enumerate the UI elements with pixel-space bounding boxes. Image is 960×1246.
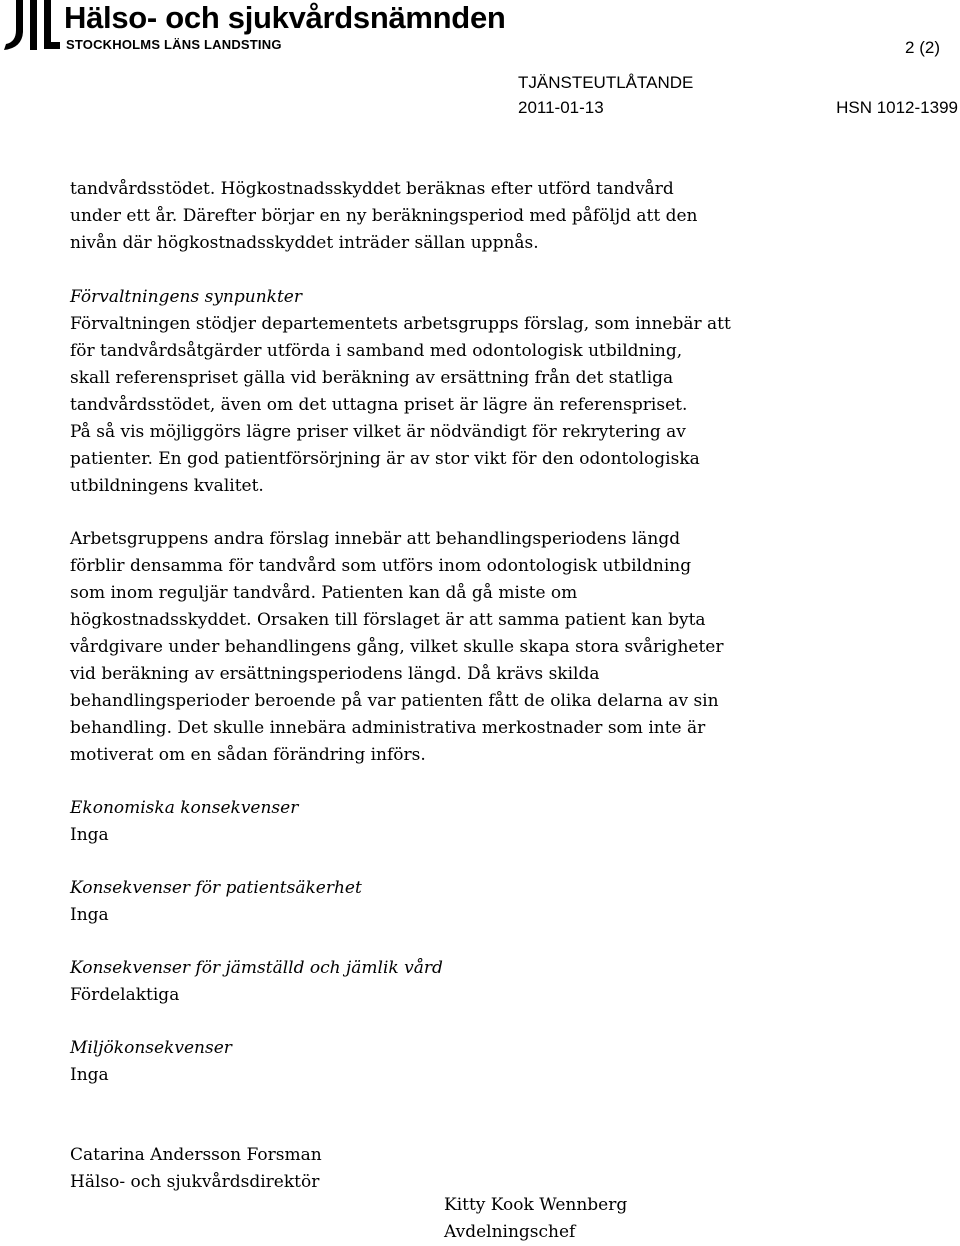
text-line: högkostnadsskyddet. Orsaken till förslaget är att samma patient kan byta xyxy=(70,610,706,630)
signature-title: Avdelningschef xyxy=(444,1222,576,1242)
text-line: motiverat om en sådan förändring införs. xyxy=(70,745,426,765)
text-line: behandlingsperioder beroende på var patienten fått de olika delarna av sin xyxy=(70,691,719,711)
signature-name: Kitty Kook Wennberg xyxy=(444,1195,628,1215)
paragraph-arbetsgrupp xyxy=(70,526,930,769)
signature-director xyxy=(70,1142,930,1196)
section-patientsakerhet xyxy=(70,875,930,929)
section-heading: Förvaltningens synpunkter xyxy=(70,287,302,307)
section-miljo xyxy=(70,1035,930,1089)
section-value: Inga xyxy=(70,905,109,925)
signature-department-head xyxy=(444,1192,627,1246)
text-line: förblir densamma för tandvård som utförs inom odontologisk utbildning xyxy=(70,556,692,576)
section-value: Inga xyxy=(70,1065,109,1085)
text-line: under ett år. Därefter börjar en ny beräkningsperiod med påföljd att den xyxy=(70,206,698,226)
text-line: tandvårdsstödet, även om det uttagna priset är lägre än referenspriset. xyxy=(70,395,688,415)
section-heading: Konsekvenser för patientsäkerhet xyxy=(70,878,362,898)
section-heading: Miljökonsekvenser xyxy=(70,1038,232,1058)
section-synpunkter xyxy=(70,284,930,500)
section-heading: Konsekvenser för jämställd och jämlik vård xyxy=(70,958,443,978)
text-line: som inom reguljär tandvård. Patienten kan då gå miste om xyxy=(70,583,578,603)
signature-name: Catarina Andersson Forsman xyxy=(70,1145,322,1165)
text-line: Arbetsgruppens andra förslag innebär att behandlingsperiodens längd xyxy=(70,529,681,549)
text-line: utbildningens kvalitet. xyxy=(70,476,264,496)
text-line: vårdgivare under behandlingens gång, vilket skulle skapa stora svårigheter xyxy=(70,637,724,657)
intro-paragraph xyxy=(70,176,930,257)
section-heading: Ekonomiska konsekvenser xyxy=(70,798,299,818)
section-jamstalld xyxy=(70,955,930,1009)
document-reference: HSN 1012-1399 xyxy=(836,98,958,117)
document-type: TJÄNSTEUTLÅTANDE xyxy=(518,73,694,92)
text-line: patienter. En god patientförsörjning är av stor vikt för den odontologiska xyxy=(70,449,700,469)
page-number: 2 (2) xyxy=(905,38,940,57)
section-value: Fördelaktiga xyxy=(70,985,180,1005)
signature-title: Hälso- och sjukvårdsdirektör xyxy=(70,1172,320,1192)
text-line: behandling. Det skulle innebära administrativa merkostnader som inte är xyxy=(70,718,706,738)
sll-logo-icon xyxy=(2,0,60,52)
document-body xyxy=(70,176,930,1196)
org-subtitle: STOCKHOLMS LÄNS LANDSTING xyxy=(66,37,282,52)
text-line: nivån där högkostnadsskyddet inträder sällan uppnås. xyxy=(70,233,539,253)
text-line: Förvaltningen stödjer departementets arbetsgrupps förslag, som innebär att xyxy=(70,314,731,334)
org-name: Hälso- och sjukvårdsnämnden xyxy=(64,0,506,35)
text-line: vid beräkning av ersättningsperiodens längd. Då krävs skilda xyxy=(70,664,600,684)
text-line: skall referenspriset gälla vid beräkning av ersättning från det statliga xyxy=(70,368,674,388)
text-line: På så vis möjliggörs lägre priser vilket är nödvändigt för rekrytering av xyxy=(70,422,686,442)
text-line: för tandvårdsåtgärder utförda i samband med odontologisk utbildning, xyxy=(70,341,683,361)
section-ekonomiska xyxy=(70,795,930,849)
section-value: Inga xyxy=(70,825,109,845)
document-date: 2011-01-13 xyxy=(518,98,604,117)
text-line: tandvårdsstödet. Högkostnadsskyddet beräknas efter utförd tandvård xyxy=(70,179,674,199)
